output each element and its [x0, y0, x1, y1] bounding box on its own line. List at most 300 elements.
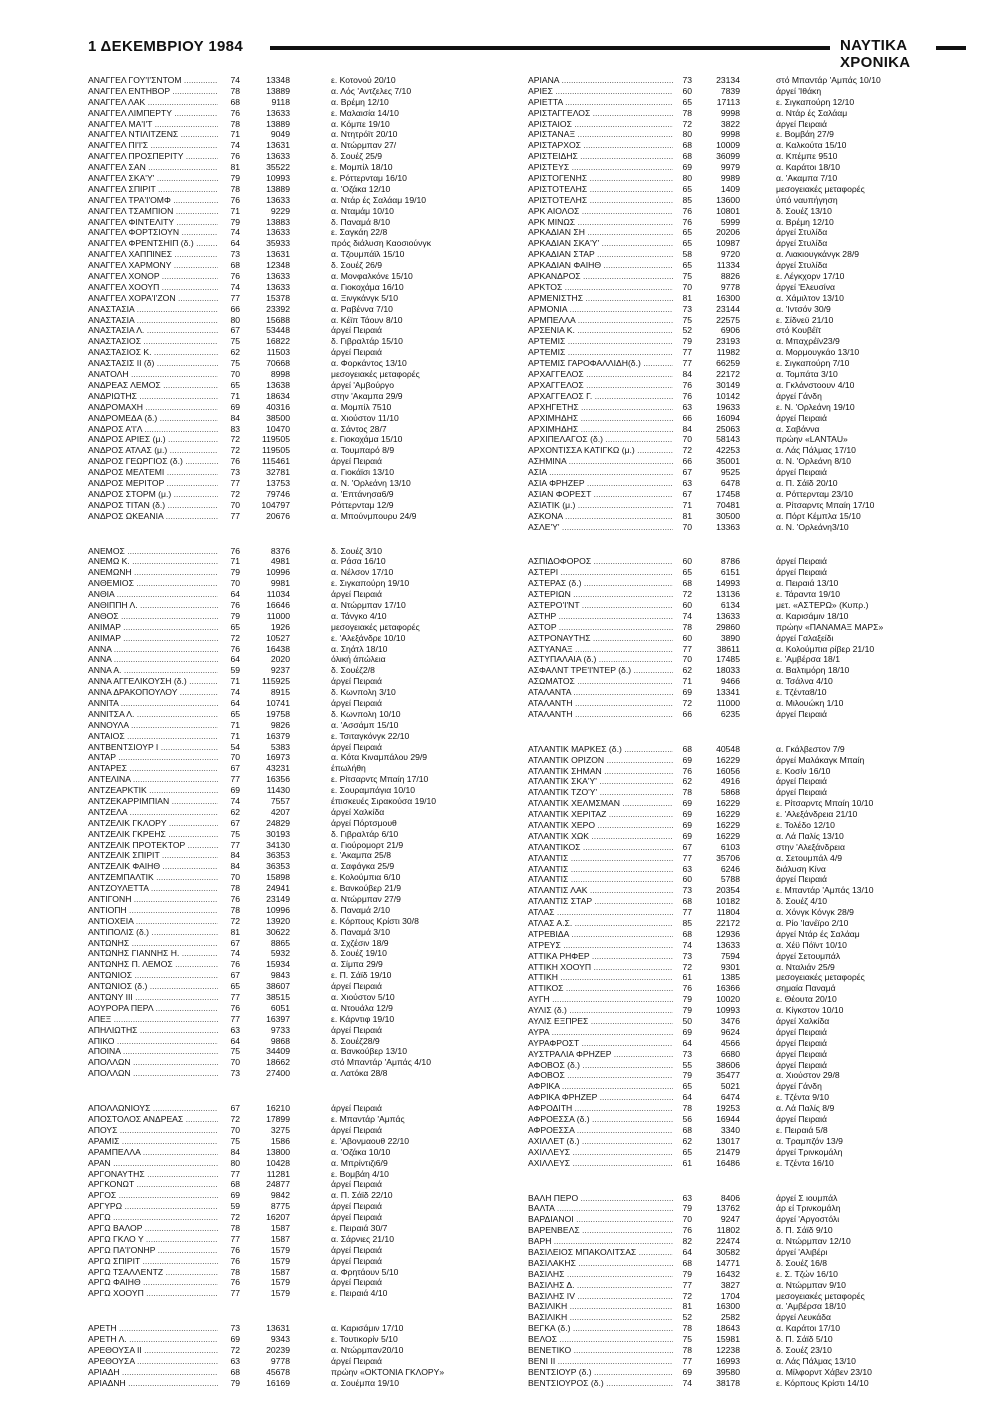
tonnage: 12936: [716, 928, 740, 939]
tonnage: 29860: [716, 621, 740, 632]
ship-row: [528, 809, 953, 820]
ship-row: [88, 325, 498, 336]
build-year: 72: [682, 118, 692, 129]
ship-row: [88, 1256, 498, 1267]
ship-row: [528, 1193, 953, 1204]
ship-row: [528, 391, 953, 402]
location-status: άργεί Στυλίδα: [776, 227, 828, 238]
ship-name: ΒΑΡΗ .....: [528, 1236, 673, 1247]
tonnage: 9466: [720, 676, 740, 687]
build-year: 72: [682, 697, 692, 708]
ship-row: [88, 818, 498, 829]
location-status: άργεί Πειραιά: [331, 1024, 382, 1035]
build-year: 76: [230, 959, 240, 970]
build-year: 79: [230, 567, 240, 578]
build-year: 76: [682, 983, 692, 994]
ship-row: [528, 589, 953, 600]
ship-row: [88, 654, 498, 665]
location-status: α. Ντουάλα 12/9: [331, 1002, 393, 1013]
ship-name: ΑΡΙΣΤΑΓΓΕΛΟΣ .....: [528, 108, 673, 119]
ship-name: ΑΤΛΑΝΤΙΚ ΟΡΙΖΟΝ .....: [528, 755, 673, 766]
ship-row: [88, 478, 498, 489]
ship-name: ΑΡΓΩ .....: [88, 1212, 218, 1223]
build-year: 73: [682, 885, 692, 896]
build-year: 68: [682, 151, 692, 162]
tonnage: 11000: [266, 610, 290, 621]
location-status: άργεί Πειραιά: [331, 676, 382, 687]
tonnage: 11281: [266, 1168, 290, 1179]
ship-row: [88, 1068, 498, 1079]
ship-row: [528, 238, 953, 249]
location-status: στό Κουβέϊτ: [776, 325, 822, 336]
ship-name: ΑΠΟΣΤΟΛΟΣ ΑΝΔΡΕΑΣ .....: [88, 1114, 218, 1125]
ship-name: ΑΡΙΑΔΝΗ .....: [88, 1378, 218, 1389]
location-status: άργεί Πειραιά: [331, 697, 382, 708]
location-status: α. 'Οζάκα 10/10: [331, 1146, 391, 1157]
ship-row: [88, 948, 498, 959]
ship-row: [528, 1049, 953, 1060]
ship-name: ΑΝΤΖΕΛΙΚ ΣΠΙΡΙΤ .....: [88, 850, 218, 861]
tonnage: 30193: [266, 828, 290, 839]
tonnage: 1587: [270, 1222, 290, 1233]
build-year: 54: [230, 741, 240, 752]
location-status: α. Σχζέσιν 18/9: [331, 937, 389, 948]
build-year: 70: [230, 1124, 240, 1135]
location-status: άργεί Πειραιά: [331, 456, 382, 467]
ship-row: [88, 731, 498, 742]
ship-row: [528, 86, 953, 97]
ship-row: [528, 755, 953, 766]
tonnage: 1579: [270, 1244, 290, 1255]
ship-row: [88, 227, 498, 238]
tonnage: 7557: [270, 796, 290, 806]
build-year: 78: [230, 904, 240, 915]
location-status: α. Σουέμπα 19/10: [331, 1377, 399, 1388]
ship-row: [88, 644, 498, 655]
location-status: ε. Ρόττερνταμ 16/10: [331, 173, 407, 184]
ship-row: [88, 434, 498, 445]
build-year: 76: [230, 456, 240, 467]
build-year: 77: [230, 1288, 240, 1299]
tonnage: 16229: [716, 754, 740, 765]
location-status: πρώην «ΠΑΝΑΜΑΞ ΜΑΡΣ»: [776, 621, 884, 632]
ship-name: ΑΠΟΛΛΩΝ .....: [88, 1057, 218, 1068]
ship-name: ΑΤΛΑΝΤΙΣ .....: [528, 874, 673, 885]
ship-name: ΑΤΛΑΝΤΙΚ ΣΗΜΑΝ .....: [528, 766, 673, 777]
ship-name: ΑΝΔΡΟΣ ΜΕΛΤΕΜΙ .....: [88, 467, 218, 478]
build-year: 81: [682, 510, 692, 521]
build-year: 77: [682, 643, 692, 654]
ship-name: ΑΝΑΓΓΕΛ ΛΙΜΠΕΡΤΥ .....: [88, 108, 218, 119]
ship-name: ΑΝΑΓΓΕΛ ΦΡΕΝΤΣΗΙΠ (δ.) .....: [88, 238, 218, 249]
ship-row: [88, 86, 498, 97]
build-year: 75: [682, 271, 692, 282]
tonnage: 40548: [716, 743, 740, 754]
build-year: 70: [682, 521, 692, 532]
build-year: 73: [230, 467, 240, 478]
location-status: άργεί Τρινκομάλη: [776, 1146, 843, 1157]
build-year: 71: [230, 390, 240, 401]
tonnage: 13363: [716, 521, 740, 532]
build-year: 65: [230, 708, 240, 719]
ship-name: ΑΣΤΕΡΑΣ (δ.) .....: [528, 578, 673, 589]
tonnage: 10182: [716, 896, 740, 907]
tonnage: 13762: [716, 1203, 740, 1214]
build-year: 76: [682, 216, 692, 227]
build-year: 62: [230, 806, 240, 817]
tonnage: 7594: [720, 950, 740, 961]
tonnage: 13889: [266, 183, 290, 194]
tonnage: 39580: [716, 1366, 740, 1377]
ship-name: ΑΝΙΜΑΡ .....: [88, 633, 218, 644]
build-year: 73: [682, 75, 692, 85]
tonnage: 8915: [270, 687, 290, 698]
tonnage: 1704: [720, 1290, 740, 1301]
build-year: 76: [230, 1255, 240, 1266]
ship-name: ΑΡΕΤΗ Λ. .....: [88, 1334, 218, 1345]
tonnage: 14771: [716, 1257, 740, 1268]
ship-name: ΑΦΡΟΕΣΣΑ (δ.) .....: [528, 1114, 673, 1125]
build-year: 64: [230, 238, 240, 249]
build-year: 82: [682, 1236, 692, 1247]
ship-name: ΑΣΤΟΡ .....: [528, 622, 673, 633]
tonnage: 12348: [266, 260, 290, 271]
tonnage: 5383: [270, 741, 290, 752]
tonnage: 16646: [266, 599, 290, 610]
ship-row: [88, 108, 498, 119]
build-year: 74: [230, 948, 240, 959]
build-year: 71: [230, 676, 240, 687]
ship-row: [528, 1081, 953, 1092]
tonnage: 12238: [716, 1344, 740, 1355]
ship-row: [528, 119, 953, 130]
tonnage: 16356: [266, 774, 290, 785]
ship-row: [528, 282, 953, 293]
tonnage: 19253: [716, 1103, 740, 1114]
tonnage: 8406: [720, 1192, 740, 1203]
tonnage: 5021: [720, 1081, 740, 1092]
ship-name: ΑΦΡΟΔΙΤΗ .....: [528, 1103, 673, 1114]
tonnage: 35933: [266, 238, 290, 249]
tonnage: 13633: [266, 281, 290, 292]
location-status: Ρόττερνταμ 12/9: [331, 499, 394, 510]
location-status: έπισκευές Σιρακούσα 19/10: [331, 796, 437, 806]
tonnage: 30622: [266, 926, 290, 937]
ship-name: ΑΝΤΩΝΥ ΙΙΙ .....: [88, 992, 218, 1003]
location-status: ε. Π. Σάϊδ 19/10: [331, 970, 392, 981]
tonnage: 25063: [716, 423, 740, 434]
tonnage: 16486: [716, 1157, 740, 1168]
build-year: 72: [682, 1290, 692, 1301]
tonnage: 24941: [266, 883, 290, 894]
build-year: 63: [682, 401, 692, 412]
ship-name: ΑΝΑΤΟΛΗ .....: [88, 369, 218, 380]
tonnage: 9998: [720, 129, 740, 140]
ship-name: ΒΑΣΙΛΗΣ Δ. .....: [528, 1280, 673, 1291]
location-status: άργεί Πειραιά: [331, 741, 382, 752]
ship-name: ΑΣΤΕΡΟ'Ι'ΝΤ .....: [528, 600, 673, 611]
ship-name: ΑΤΛΑΝΤΙΚ ΧΕΡΙΤΑΖ .....: [528, 809, 673, 820]
tonnage: 42253: [716, 445, 740, 456]
build-year: 68: [230, 260, 240, 271]
ship-name: ΑΝΔΡΟΜΑΧΗ .....: [88, 402, 218, 413]
ship-name: ΑΝΔΡΟΣ Α'Ι'Λ .....: [88, 424, 218, 435]
ship-row: [528, 184, 953, 195]
location-status: ε. Μπαντάρ 'Αμπάς 13/10: [776, 885, 874, 896]
location-status: α. 'Αμβέρσα 18/10: [776, 1301, 846, 1312]
ship-name: ΑΝΤΩΝΗΣ Π. ΛΕΜΟΣ .....: [88, 959, 218, 970]
location-status: δ. Σουέζ2/8: [331, 665, 375, 676]
build-year: 68: [682, 743, 692, 754]
tonnage: 16944: [716, 1114, 740, 1125]
tonnage: 40316: [266, 401, 290, 412]
build-year: 69: [682, 687, 692, 698]
build-year: 66: [682, 456, 692, 467]
location-status: α. Χέϋ Πόϊντ 10/10: [776, 939, 847, 950]
ship-name: ΑΤΛΑΝΤΙΚ ΧΩΚ .....: [528, 831, 673, 842]
location-status: δ. Σουέζ 25/9: [331, 151, 383, 162]
ship-name: ΑΣΙΑ ΦΡΗΖΕΡ .....: [528, 478, 673, 489]
ship-name: ΑΤΤΙΚΗ .....: [528, 972, 673, 983]
build-year: 69: [230, 401, 240, 412]
location-status: πρός διάλυση Καοσιούνγκ: [331, 238, 432, 249]
ship-name: ΑΡΑΝ .....: [88, 1158, 218, 1169]
location-status: α. Ντώρμπαν 27/9: [331, 894, 401, 905]
location-status: δ. Γιβραλτάρ 15/10: [331, 336, 403, 347]
location-status: δ. Σουέζ28/9: [331, 1035, 380, 1046]
ship-row: [528, 1345, 953, 1356]
ship-name: ΑΡΙΕΤΤΑ .....: [528, 97, 673, 108]
ship-row: [88, 489, 498, 500]
build-year: 74: [230, 796, 240, 806]
ship-name: ΑΝΤΖΕΛΙΚ ΓΚΛΟΡΥ .....: [88, 818, 218, 829]
location-status: ε. Πειραιά 5/8: [776, 1124, 828, 1135]
ship-row: [88, 217, 498, 228]
build-year: 50: [682, 1016, 692, 1027]
ship-row: [88, 1046, 498, 1057]
ship-name: ΑΣΤΡΟΝΑΥΤΗΣ .....: [528, 633, 673, 644]
location-status: δ. Κωνπολη 10/10: [331, 708, 401, 719]
tonnage: 53448: [266, 325, 290, 336]
ship-name: ΑΤΛΑΝΤΙΚΟΣ .....: [528, 842, 673, 853]
build-year: 76: [682, 765, 692, 776]
tonnage: 10009: [716, 140, 740, 151]
location-status: α. Ρίτσαρντς Μπαίη 17/10: [776, 499, 875, 510]
ship-row: [528, 500, 953, 511]
location-status: ε. Βομβάη 4/10: [331, 1168, 389, 1179]
location-status: ε. Τσιταγκόνγκ 22/10: [331, 730, 410, 741]
ship-row: [528, 1114, 953, 1125]
location-status: α. Ξινγκάνγκ 5/10: [331, 292, 398, 303]
tonnage: 17899: [266, 1114, 290, 1125]
ship-row: [528, 173, 953, 184]
ship-name: ΑΝΘΕΜΙΟΣ .....: [88, 578, 218, 589]
build-year: 76: [682, 1225, 692, 1236]
build-year: 69: [682, 162, 692, 173]
ship-row: [88, 1025, 498, 1036]
tonnage: 10470: [266, 423, 290, 434]
location-status: σημαία Παναμά: [776, 983, 836, 994]
ship-row: [528, 478, 953, 489]
tonnage: 11802: [716, 1225, 740, 1236]
tonnage: 1579: [270, 1255, 290, 1266]
build-year: 75: [230, 336, 240, 347]
tonnage: 38607: [266, 981, 290, 992]
tonnage: 16822: [266, 336, 290, 347]
tonnage: 32781: [266, 467, 290, 478]
tonnage: 115925: [261, 676, 290, 687]
ship-row: [88, 424, 498, 435]
location-status: άργεί Πειραιά: [776, 874, 827, 885]
ship-name: ΑΥΛΙΣ ΕΞΠΡΕΣ .....: [528, 1016, 673, 1027]
tonnage: 36353: [266, 850, 290, 861]
location-status: α. Τουμπαρό 8/9: [331, 445, 395, 456]
build-year: 79: [682, 1268, 692, 1279]
ship-name: ΑΝΑΓΓΕΛ ΣΑΝ .....: [88, 162, 218, 173]
ship-name: ΑΝΤΖΕΛΙΚ ΦΑΙΗΘ .....: [88, 861, 218, 872]
location-status: α. Μορμουγκάο 13/10: [776, 347, 860, 358]
tonnage: 6680: [720, 1048, 740, 1059]
ship-name: ΑΡΙΑΝΑ .....: [528, 75, 673, 86]
location-status: α. Μίλφορντ Χάβεν 23/10: [776, 1366, 872, 1377]
tonnage: 19633: [716, 401, 740, 412]
tonnage: 22172: [716, 918, 740, 929]
ship-name: ΑΡΙΣΤΑΡΧΟΣ .....: [528, 140, 673, 151]
build-year: 69: [682, 1026, 692, 1037]
location-status: στην 'Ακαμπα 29/9: [331, 390, 403, 401]
ship-row: [88, 665, 498, 676]
ship-row: [528, 358, 953, 369]
tonnage: 1409: [720, 183, 740, 194]
tonnage: 24877: [266, 1179, 290, 1190]
location-status: α. Κέϊπ Τάουν 8/10: [331, 314, 403, 325]
ship-row: [88, 546, 498, 557]
build-year: 71: [682, 676, 692, 687]
tonnage: 9778: [720, 281, 740, 292]
location-status: α. Καράτοι 17/10: [776, 1323, 841, 1334]
tonnage: 9237: [270, 665, 290, 676]
tonnage: 3275: [270, 1124, 290, 1135]
tonnage: 18033: [716, 665, 740, 676]
build-year: 77: [682, 358, 692, 369]
tonnage: 23134: [716, 75, 740, 85]
ship-row: [528, 983, 953, 994]
build-year: 64: [230, 654, 240, 665]
build-year: 68: [682, 140, 692, 151]
ship-row: [528, 1258, 953, 1269]
tonnage: 9842: [270, 1190, 290, 1201]
build-year: 68: [682, 1257, 692, 1268]
build-year: 77: [682, 907, 692, 918]
ship-name: ΑΝΝΑ .....: [88, 644, 218, 655]
build-year: 69: [230, 1190, 240, 1201]
tonnage: 10987: [716, 238, 740, 249]
ship-row: [528, 1269, 953, 1280]
build-year: 77: [230, 477, 240, 488]
ship-name: ΑΤΛΑΝΤΙΚ ΧΕΡΟ .....: [528, 820, 673, 831]
location-status: α. Νταμάμ 10/10: [331, 205, 394, 216]
tonnage: 18634: [266, 390, 290, 401]
tonnage: 34130: [266, 839, 290, 850]
ship-name: ΑΡΙΣΤΑΙΟΣ .....: [528, 119, 673, 130]
tonnage: 43231: [266, 763, 290, 774]
ship-row: [88, 774, 498, 785]
ship-name: ΑΦΡΟΕΣΣΑ .....: [528, 1125, 673, 1136]
build-year: 71: [230, 129, 240, 140]
location-status: α. Σαβάννα: [776, 423, 820, 434]
ship-row: [88, 140, 498, 151]
ship-name: ΑΝΑΓΓΕΛ ΦΙΝΤΕΛΙΤΥ .....: [88, 217, 218, 228]
ship-row: [88, 380, 498, 391]
tonnage: 13631: [266, 249, 290, 260]
location-status: δ. Παναμά 8/10: [331, 216, 391, 227]
tonnage: 45678: [266, 1366, 290, 1377]
ship-name: ΑΣΚΟΝΑ .....: [528, 511, 673, 522]
location-status: άργεί Γαλαξείδι: [776, 632, 834, 643]
location-status: διάλυση Κίνα: [776, 863, 826, 874]
ship-row: [88, 271, 498, 282]
build-year: 69: [682, 820, 692, 830]
tonnage: 6235: [720, 708, 740, 719]
build-year: 71: [682, 499, 692, 510]
ship-row: [88, 861, 498, 872]
ship-row: [88, 1234, 498, 1245]
tonnage: 8865: [270, 937, 290, 948]
location-status: άργεί Πειραιά: [331, 1244, 382, 1255]
tonnage: 70668: [266, 358, 290, 369]
build-year: 76: [682, 390, 692, 401]
ship-name: ΑΝΝΑ .....: [88, 654, 218, 665]
ship-name: ΑΝΑΓΓΕΛ ΧΟΡΑ'Ι'ΖΟΝ .....: [88, 293, 218, 304]
location-status: α. Τομπάτα 3/10: [776, 369, 838, 380]
ship-row: [88, 1179, 498, 1190]
ship-name: ΑΤΛΑΝΤΙΣ .....: [528, 853, 673, 864]
build-year: 79: [682, 994, 692, 1005]
build-year: 67: [230, 817, 240, 828]
build-year: 72: [230, 1114, 240, 1125]
ship-name: ΑΤΛΑΝΤΙΣ ΛΑΚ .....: [528, 885, 673, 896]
ship-name: ΑΡΑΜΠΕΛΛΑ .....: [88, 1147, 218, 1158]
ship-name: ΑΝΝΟΥΛΑ .....: [88, 720, 218, 731]
ship-row: [88, 1288, 498, 1299]
build-year: 79: [230, 610, 240, 621]
ship-name: ΑΡΧΙΠΕΛΑΓΟΣ (δ.) .....: [528, 434, 673, 445]
tonnage: 38500: [266, 412, 290, 423]
ship-row: [88, 304, 498, 315]
build-year: 85: [682, 194, 692, 205]
tonnage: 16432: [716, 1268, 740, 1279]
location-status: α. Βανκούβερ 13/10: [331, 1046, 407, 1057]
location-status: ε. 'Αλεξάνδρεια 21/10: [776, 809, 858, 820]
location-status: α. Σάντος 28/7: [331, 423, 387, 434]
ship-row: [528, 227, 953, 238]
location-status: α. Γκλάνστοουν 4/10: [776, 379, 855, 390]
ship-name: ΑΡΓΟΣ .....: [88, 1190, 218, 1201]
ship-row: [528, 1334, 953, 1345]
ship-name: ΒΑΡΕΝΒΕΛΣ .....: [528, 1225, 673, 1236]
ship-name: ΑΡΚΑΔΙΑΝ ΦΑΙΗΘ .....: [528, 260, 673, 271]
build-year: 65: [230, 379, 240, 390]
ship-name: ΑΣΤΕΡΙΩΝ .....: [528, 589, 673, 600]
ship-name: ΑΡΓΟΝΑΥΤΗΣ .....: [88, 1169, 218, 1180]
ship-name: ΑΝΕΜΟΣ .....: [88, 546, 218, 557]
tonnage: 70481: [716, 499, 740, 510]
ship-name: ΑΤΤΙΚΑ ΡΗΦΕΡ .....: [528, 951, 673, 962]
ship-name: ΑΣΙΑΝ ΦΟΡΕΣΤ .....: [528, 489, 673, 500]
tonnage: 79746: [266, 488, 290, 499]
location-status: δ. Σουέζ 4/10: [776, 896, 828, 907]
build-year: 83: [230, 423, 240, 434]
